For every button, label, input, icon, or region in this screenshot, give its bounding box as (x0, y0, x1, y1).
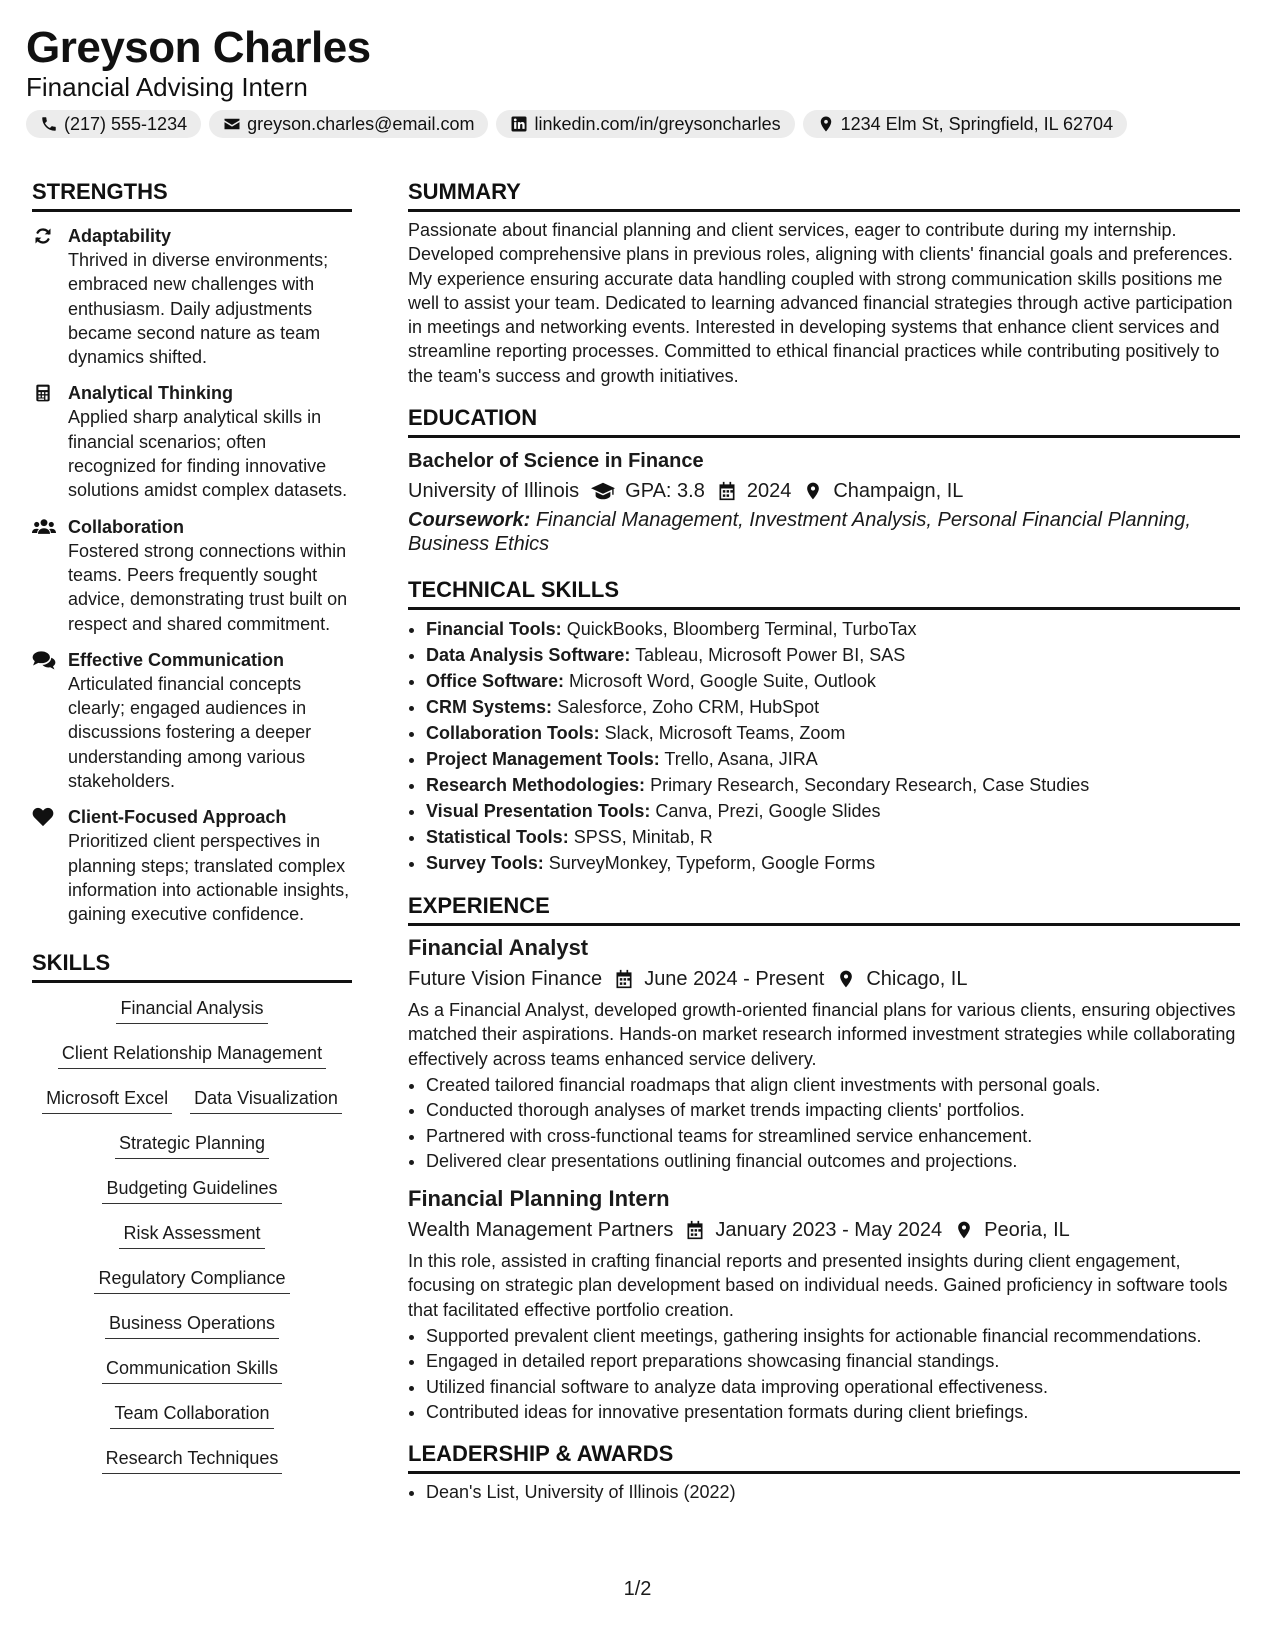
skill-tag: Regulatory Compliance (94, 1267, 289, 1294)
skill-label: Data Analysis Software: (426, 645, 631, 666)
page-number: 1/2 (623, 1578, 652, 1600)
left-column (32, 178, 352, 1492)
calculator-icon (32, 383, 54, 403)
skill-value: Trello, Asana, JIRA (664, 749, 818, 770)
skill-label: Research Methodologies: (426, 775, 646, 796)
list-item (426, 720, 1240, 746)
skill-value: QuickBooks, Bloomberg Terminal, TurboTax (566, 619, 917, 640)
job-title: Financial Analyst (408, 935, 589, 961)
summary-section (408, 178, 1240, 388)
leadership-section (408, 1440, 1240, 1506)
education-section (408, 404, 1240, 556)
job-summary: In this role, assisted in crafting financial reports and presented insights during client engagement, focusing on strategic plan development based on individual needs. Gained proficiency in software tools that facilitated effective portfolio creation. (408, 1250, 1228, 1320)
skill-value: SurveyMonkey, Typeform, Google Forms (548, 853, 876, 874)
job-dates: June 2024 - Present (644, 968, 825, 991)
company-name: Wealth Management Partners (408, 1218, 674, 1241)
school-name: University of Illinois (408, 480, 580, 503)
leadership-list (408, 1480, 1240, 1506)
skill-tag: Business Operations (105, 1312, 279, 1339)
list-item: • Delivered clear presentations outlining financial outcomes and projections. (426, 1149, 1240, 1175)
map-pin-icon (954, 1220, 974, 1240)
strength-title: Analytical Thinking (68, 383, 234, 404)
strength-item (32, 381, 352, 502)
school-location: Champaign, IL (833, 480, 964, 503)
job-summary: As a Financial Analyst, developed growth-oriented financial plans for various clients, ensuring objectives matched their aspirations. Hands-on market research informed investment strategies while collaborating effectively across teams enhanced service delivery. (408, 1000, 1236, 1069)
strength-item (32, 224, 352, 369)
list-item (426, 694, 1240, 720)
map-pin-icon (803, 481, 823, 501)
contact-email[interactable] (209, 110, 488, 138)
degree-title: Bachelor of Science in Finance (408, 450, 704, 473)
strength-title: Effective Communication (68, 649, 285, 670)
gpa: GPA: 3.8 (625, 480, 705, 503)
contact-linkedin[interactable] (496, 110, 794, 138)
list-item: • Contributed ideas for innovative presentation formats during client briefings. (426, 1400, 1240, 1426)
refresh-icon (32, 226, 54, 246)
list-item: • Supported prevalent client meetings, gathering insights for actionable financial recommendations. (426, 1324, 1240, 1350)
skill-tag: Budgeting Guidelines (102, 1177, 281, 1204)
coursework-label: Coursework: (408, 509, 531, 532)
job-meta (408, 964, 1240, 994)
strength-item (32, 515, 352, 636)
list-item: • Dean's List, University of Illinois (2022) (426, 1480, 1240, 1506)
education-heading: EDUCATION (408, 404, 1240, 438)
technical-skills-section (408, 576, 1240, 876)
coursework (408, 508, 1240, 556)
coursework-list: Financial Management, Investment Analysis, Personal Financial Planning, Business Ethics (408, 509, 1191, 556)
list-item (426, 850, 1240, 876)
skill-tag: Research Techniques (102, 1447, 283, 1474)
list-item: • Engaged in detailed report preparations showcasing financial standings. (426, 1349, 1240, 1375)
strength-desc: Articulated financial concepts clearly; engaged audiences in discussions fostering a deeper understanding among various stakeholders. (68, 673, 312, 792)
list-item (426, 616, 1240, 642)
job-bullets (408, 1324, 1240, 1426)
strength-title: Collaboration (68, 516, 184, 537)
list-item (426, 798, 1240, 824)
list-item (426, 824, 1240, 850)
strengths-list (32, 224, 352, 927)
graduation-year: 2024 (746, 480, 792, 503)
experience-heading: EXPERIENCE (408, 892, 1240, 926)
job-title: Financial Planning Intern (408, 1185, 670, 1211)
skill-label: Office Software: (426, 671, 565, 692)
candidate-title: Financial Advising Intern (26, 72, 308, 102)
job-entry (408, 934, 1240, 1175)
job-bullets (408, 1073, 1240, 1175)
linkedin-icon (510, 115, 528, 133)
job-entry (408, 1185, 1240, 1426)
map-pin-icon (817, 115, 835, 133)
skill-tag: Financial Analysis (116, 997, 267, 1024)
job-meta (408, 1215, 1240, 1245)
contact-bar (26, 110, 1249, 138)
contact-address-text: 1234 Elm St, Springfield, IL 62704 (840, 113, 1114, 134)
contact-linkedin-text: linkedin.com/in/greysoncharles (534, 113, 781, 134)
list-item (426, 642, 1240, 668)
comments-icon (32, 650, 56, 670)
resume-header (26, 22, 1249, 138)
list-item (426, 772, 1240, 798)
skill-label: Survey Tools: (426, 853, 544, 874)
skill-value: Microsoft Word, Google Suite, Outlook (569, 671, 876, 692)
leadership-heading: LEADERSHIP & AWARDS (408, 1440, 1240, 1474)
right-column (408, 178, 1240, 1505)
summary-heading: SUMMARY (408, 178, 1240, 212)
skill-label: CRM Systems: (426, 697, 553, 718)
skills-heading: SKILLS (32, 949, 352, 983)
strength-desc: Thrived in diverse environments; embraced new challenges with enthusiasm. Daily adjustments became second nature as team dynamics shifted. (68, 250, 329, 368)
skill-tag: Client Relationship Management (58, 1042, 326, 1069)
strength-title: Adaptability (68, 226, 172, 246)
skill-label: Visual Presentation Tools: (426, 801, 651, 822)
map-pin-icon (836, 969, 856, 989)
calendar-icon (685, 1220, 705, 1240)
skills-list (32, 997, 352, 1492)
strength-desc: Applied sharp analytical skills in financial scenarios; often recognized for finding innovative solutions amidst complex datasets. (68, 407, 348, 501)
technical-skills-heading: TECHNICAL SKILLS (408, 576, 1240, 610)
skill-tag: Strategic Planning (115, 1132, 269, 1159)
skill-tag: Team Collaboration (110, 1402, 273, 1429)
skill-value: Slack, Microsoft Teams, Zoom (604, 723, 846, 744)
strength-desc: Fostered strong connections within teams. Peers frequently sought advice, demonstrating trust built on respect and shared commitment. (68, 540, 348, 634)
strength-desc: Prioritized client perspectives in planning steps; translated complex information into actionable insights, gaining executive confidence. (68, 831, 350, 925)
strengths-heading: STRENGTHS (32, 178, 352, 212)
education-meta (408, 476, 1240, 506)
phone-icon (40, 115, 58, 133)
heart-icon (32, 807, 54, 827)
skill-tag: Data Visualization (190, 1087, 342, 1114)
skill-value: SPSS, Minitab, R (573, 827, 713, 848)
skill-value: Primary Research, Secondary Research, Case Studies (650, 775, 1090, 796)
list-item (426, 668, 1240, 694)
strength-title: Client-Focused Approach (68, 807, 287, 828)
contact-address[interactable] (803, 110, 1128, 138)
skill-label: Financial Tools: (426, 619, 562, 640)
strength-item (32, 648, 352, 793)
technical-skills-list (408, 616, 1240, 876)
contact-phone[interactable] (26, 110, 201, 138)
contact-phone-text: (217) 555-1234 (64, 113, 188, 134)
list-item: • Created tailored financial roadmaps that align client investments with personal goals. (426, 1073, 1240, 1099)
skill-label: Project Management Tools: (426, 749, 660, 770)
skill-label: Collaboration Tools: (426, 723, 600, 744)
job-location: Peoria, IL (984, 1218, 1070, 1241)
list-item (426, 746, 1240, 772)
list-item: • Utilized financial software to analyze data improving operational effectiveness. (426, 1375, 1240, 1401)
skill-label: Statistical Tools: (426, 827, 569, 848)
skill-value: Canva, Prezi, Google Slides (655, 801, 881, 822)
envelope-icon (223, 115, 241, 133)
graduation-cap-icon (591, 481, 615, 501)
skill-tag: Risk Assessment (119, 1222, 264, 1249)
users-icon (32, 517, 56, 537)
company-name: Future Vision Finance (408, 968, 603, 991)
job-location: Chicago, IL (866, 968, 968, 991)
candidate-name: Greyson Charles (26, 23, 371, 72)
skill-value: Tableau, Microsoft Power BI, SAS (635, 645, 906, 666)
list-item: • Partnered with cross-functional teams for streamlined service enhancement. (426, 1124, 1240, 1150)
list-item: • Conducted thorough analyses of market trends impacting clients' portfolios. (426, 1098, 1240, 1124)
summary-text: Passionate about financial planning and client services, eager to contribute during my internship. Developed comprehensive plans in previous roles, aligning with clients' financial goals and preferences. My experience ensuring accurate data handling coupled with strong communication skills positions me well to assist your team. Dedicated to learning advanced financial strategies through active participation in meetings and networking events. Interested in developing systems that enhance client services and streamline reporting processes. Committed to ethical financial practices while contributing positively to the team's success and growth initiatives. (408, 220, 1233, 386)
job-dates: January 2023 - May 2024 (715, 1218, 943, 1241)
strength-item (32, 805, 352, 926)
calendar-icon (717, 481, 737, 501)
skill-tag: Microsoft Excel (42, 1087, 172, 1114)
skill-tag: Communication Skills (102, 1357, 282, 1384)
contact-email-text: greyson.charles@email.com (247, 113, 475, 134)
experience-section (408, 892, 1240, 1426)
skill-value: Salesforce, Zoho CRM, HubSpot (557, 697, 820, 718)
calendar-icon (614, 969, 634, 989)
